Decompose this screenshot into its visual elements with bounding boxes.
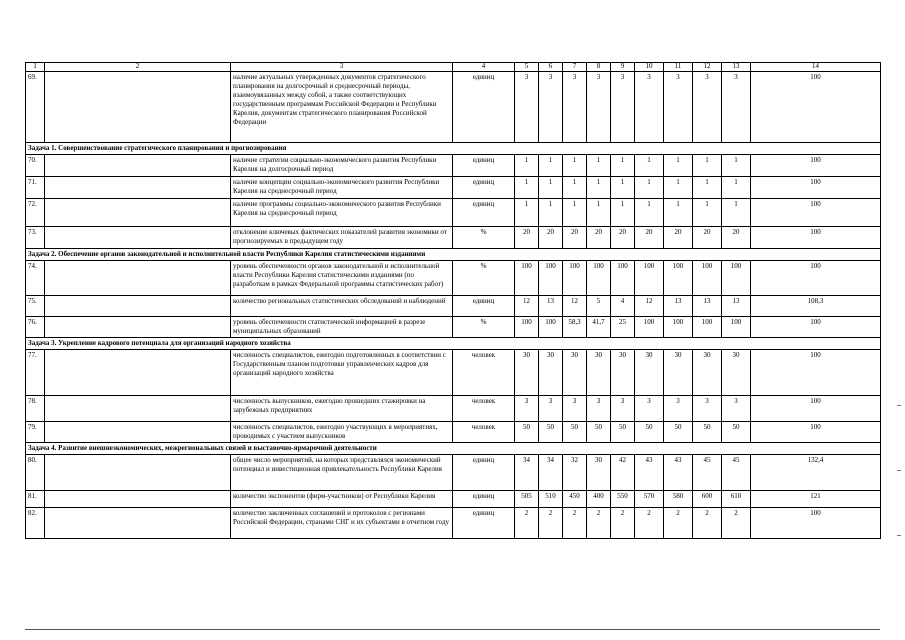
unit-cell: человек bbox=[453, 422, 515, 443]
unit-cell: единиц bbox=[453, 155, 515, 177]
value-cell: 100 bbox=[722, 317, 751, 338]
empty-cell bbox=[45, 227, 231, 249]
value-cell: 20 bbox=[515, 227, 539, 249]
value-cell: 1 bbox=[611, 155, 635, 177]
value-cell: 1 bbox=[563, 155, 587, 177]
value-cell: 3 bbox=[635, 72, 664, 143]
column-number-header: 12 bbox=[693, 63, 722, 72]
percent-cell: 100 bbox=[751, 396, 881, 422]
value-cell: 450 bbox=[563, 491, 587, 508]
value-cell: 30 bbox=[611, 350, 635, 396]
column-number-header: 1 bbox=[26, 63, 45, 72]
value-cell: 2 bbox=[563, 508, 587, 539]
value-cell: 1 bbox=[693, 155, 722, 177]
value-cell: 43 bbox=[664, 455, 693, 491]
empty-cell bbox=[45, 177, 231, 199]
table-row bbox=[26, 317, 881, 338]
value-cell: 1 bbox=[722, 155, 751, 177]
indicator-description: наличие актуальных утвержденных документов стратегического планирования на долгосрочный и среднесрочный периоды, взаимоувязанных между собой, а также соответствующих государственным программам Российской Федерации и Республики Карелия, документам стратегического планирования Российской Федерации bbox=[231, 72, 453, 143]
table-body bbox=[26, 63, 881, 539]
column-number-header: 10 bbox=[635, 63, 664, 72]
unit-cell: % bbox=[453, 227, 515, 249]
indicator-description: количество экспонентов (фирм-участников) от Республики Карелия bbox=[231, 491, 453, 508]
unit-cell: единиц bbox=[453, 455, 515, 491]
value-cell: 3 bbox=[587, 72, 611, 143]
indicator-description: количество заключенных соглашений и протоколов с регионами Российской Федерации, странами СНГ и их субъектами в отчетном году bbox=[231, 508, 453, 539]
indicator-description: уровень обеспеченности статистической информацией в разрезе муниципальных образований bbox=[231, 317, 453, 338]
column-number-header: 6 bbox=[539, 63, 563, 72]
row-number: 79. bbox=[26, 422, 45, 443]
unit-cell: единиц bbox=[453, 177, 515, 199]
value-cell: 100 bbox=[722, 261, 751, 296]
value-cell: 1 bbox=[611, 199, 635, 227]
empty-cell bbox=[45, 455, 231, 491]
value-cell: 20 bbox=[635, 227, 664, 249]
percent-cell: 121 bbox=[751, 491, 881, 508]
value-cell: 1 bbox=[587, 155, 611, 177]
value-cell: 45 bbox=[722, 455, 751, 491]
value-cell: 4 bbox=[611, 296, 635, 317]
task-section-row bbox=[26, 143, 881, 155]
value-cell: 3 bbox=[587, 396, 611, 422]
row-number: 76. bbox=[26, 317, 45, 338]
value-cell: 100 bbox=[563, 261, 587, 296]
value-cell: 5 bbox=[587, 296, 611, 317]
indicator-description: численность специалистов, ежегодно участвующих в мероприятиях, проводимых с участием выпускников bbox=[231, 422, 453, 443]
row-number: 69. bbox=[26, 72, 45, 143]
empty-cell bbox=[45, 350, 231, 396]
percent-cell: 100 bbox=[751, 155, 881, 177]
value-cell: 100 bbox=[635, 261, 664, 296]
table-row bbox=[26, 350, 881, 396]
unit-cell: единиц bbox=[453, 72, 515, 143]
indicator-description: численность специалистов, ежегодно подготовленных в соответствии с Государственным планом подготовки управленческих кадров для организаций народного хозяйства bbox=[231, 350, 453, 396]
value-cell: 100 bbox=[587, 261, 611, 296]
value-cell: 50 bbox=[539, 422, 563, 443]
indicator-description: численность выпускников, ежегодно прошедших стажировки на зарубежных предприятиях bbox=[231, 396, 453, 422]
indicators-table bbox=[25, 62, 881, 539]
value-cell: 570 bbox=[635, 491, 664, 508]
value-cell: 20 bbox=[722, 227, 751, 249]
value-cell: 1 bbox=[635, 199, 664, 227]
value-cell: 50 bbox=[587, 422, 611, 443]
value-cell: 1 bbox=[587, 177, 611, 199]
value-cell: 34 bbox=[515, 455, 539, 491]
value-cell: 13 bbox=[664, 296, 693, 317]
value-cell: 100 bbox=[611, 261, 635, 296]
value-cell: 580 bbox=[664, 491, 693, 508]
value-cell: 45 bbox=[693, 455, 722, 491]
value-cell: 3 bbox=[664, 396, 693, 422]
task-heading: Задача 3. Укрепление кадрового потенциала для организаций народного хозяйства bbox=[26, 338, 881, 350]
value-cell: 12 bbox=[635, 296, 664, 317]
value-cell: 13 bbox=[722, 296, 751, 317]
column-number-header: 7 bbox=[563, 63, 587, 72]
percent-cell: 100 bbox=[751, 317, 881, 338]
value-cell: 13 bbox=[693, 296, 722, 317]
value-cell: 50 bbox=[515, 422, 539, 443]
value-cell: 2 bbox=[611, 508, 635, 539]
value-cell: 610 bbox=[722, 491, 751, 508]
value-cell: 32 bbox=[563, 455, 587, 491]
indicator-description: количество региональных статистических обследований и наблюдений bbox=[231, 296, 453, 317]
value-cell: 3 bbox=[635, 396, 664, 422]
value-cell: 30 bbox=[587, 455, 611, 491]
value-cell: 2 bbox=[664, 508, 693, 539]
value-cell: 20 bbox=[587, 227, 611, 249]
indicator-description: наличие стратегии социально-экономического развития Республики Карелия на долгосрочный период bbox=[231, 155, 453, 177]
unit-cell: человек bbox=[453, 396, 515, 422]
table-row bbox=[26, 455, 881, 491]
value-cell: 550 bbox=[611, 491, 635, 508]
value-cell: 1 bbox=[693, 177, 722, 199]
value-cell: 43 bbox=[635, 455, 664, 491]
percent-cell: 100 bbox=[751, 72, 881, 143]
value-cell: 1 bbox=[539, 199, 563, 227]
value-cell: 1 bbox=[635, 177, 664, 199]
value-cell: 1 bbox=[664, 199, 693, 227]
value-cell: 25 bbox=[611, 317, 635, 338]
value-cell: 1 bbox=[722, 199, 751, 227]
value-cell: 3 bbox=[722, 396, 751, 422]
value-cell: 3 bbox=[664, 72, 693, 143]
empty-cell bbox=[45, 317, 231, 338]
value-cell: 2 bbox=[515, 508, 539, 539]
value-cell: 30 bbox=[587, 350, 611, 396]
unit-cell: единиц bbox=[453, 508, 515, 539]
unit-cell: % bbox=[453, 261, 515, 296]
value-cell: 3 bbox=[539, 72, 563, 143]
column-number-header: 11 bbox=[664, 63, 693, 72]
task-heading: Задача 4. Развитие внешнеэкономических, межрегиональных связей и выставочно-ярмарочной деятельности bbox=[26, 443, 881, 455]
value-cell: 3 bbox=[722, 72, 751, 143]
value-cell: 12 bbox=[515, 296, 539, 317]
task-section-row bbox=[26, 338, 881, 350]
value-cell: 2 bbox=[722, 508, 751, 539]
column-number-header: 8 bbox=[587, 63, 611, 72]
value-cell: 30 bbox=[515, 350, 539, 396]
table-row bbox=[26, 296, 881, 317]
value-cell: 2 bbox=[635, 508, 664, 539]
indicator-description: уровень обеспеченности органов законодательной и исполнительной власти Республики Карелия статистическими изданиями (по разработкам в рамках Федеральной программы статистических работ) bbox=[231, 261, 453, 296]
table-row bbox=[26, 177, 881, 199]
unit-cell: единиц bbox=[453, 199, 515, 227]
value-cell: 1 bbox=[515, 199, 539, 227]
page-bottom-rule bbox=[25, 629, 880, 630]
value-cell: 12 bbox=[563, 296, 587, 317]
value-cell: 100 bbox=[539, 261, 563, 296]
table-row bbox=[26, 508, 881, 539]
empty-cell bbox=[45, 296, 231, 317]
value-cell: 1 bbox=[587, 199, 611, 227]
value-cell: 2 bbox=[693, 508, 722, 539]
task-section-row bbox=[26, 249, 881, 261]
table-row bbox=[26, 396, 881, 422]
edge-mark bbox=[897, 405, 901, 406]
edge-mark bbox=[897, 535, 901, 536]
header-row bbox=[26, 63, 881, 72]
row-number: 75. bbox=[26, 296, 45, 317]
indicator-description: отклонение ключевых фактических показателей развития экономики от прогнозируемых в предыдущем году bbox=[231, 227, 453, 249]
value-cell: 3 bbox=[611, 396, 635, 422]
value-cell: 1 bbox=[635, 155, 664, 177]
value-cell: 30 bbox=[722, 350, 751, 396]
value-cell: 3 bbox=[515, 72, 539, 143]
value-cell: 1 bbox=[515, 177, 539, 199]
edge-mark bbox=[897, 470, 901, 471]
value-cell: 1 bbox=[693, 199, 722, 227]
value-cell: 34 bbox=[539, 455, 563, 491]
value-cell: 100 bbox=[515, 317, 539, 338]
column-number-header: 2 bbox=[45, 63, 231, 72]
column-number-header: 9 bbox=[611, 63, 635, 72]
value-cell: 50 bbox=[664, 422, 693, 443]
value-cell: 3 bbox=[563, 72, 587, 143]
column-number-header: 3 bbox=[231, 63, 453, 72]
value-cell: 100 bbox=[635, 317, 664, 338]
value-cell: 3 bbox=[563, 396, 587, 422]
value-cell: 58,3 bbox=[563, 317, 587, 338]
unit-cell: единиц bbox=[453, 491, 515, 508]
row-number: 70. bbox=[26, 155, 45, 177]
value-cell: 50 bbox=[722, 422, 751, 443]
value-cell: 1 bbox=[515, 155, 539, 177]
percent-cell: 100 bbox=[751, 422, 881, 443]
table-row bbox=[26, 491, 881, 508]
table-row bbox=[26, 261, 881, 296]
row-number: 78. bbox=[26, 396, 45, 422]
task-section-row bbox=[26, 443, 881, 455]
indicator-description: общее число мероприятий, на которых представлялся экономический потенциал и инвестиционная привлекательность Республики Карелия bbox=[231, 455, 453, 491]
value-cell: 400 bbox=[587, 491, 611, 508]
percent-cell: 100 bbox=[751, 508, 881, 539]
value-cell: 1 bbox=[664, 155, 693, 177]
empty-cell bbox=[45, 508, 231, 539]
value-cell: 1 bbox=[539, 177, 563, 199]
task-heading: Задача 2. Обеспечение органов законодательной и исполнительной власти Республики Карелия статистическими изданиями bbox=[26, 249, 881, 261]
value-cell: 505 bbox=[515, 491, 539, 508]
value-cell: 30 bbox=[539, 350, 563, 396]
row-number: 73. bbox=[26, 227, 45, 249]
value-cell: 100 bbox=[664, 317, 693, 338]
indicator-description: наличие концепции социально-экономического развития Республики Карелия на среднесрочный период bbox=[231, 177, 453, 199]
value-cell: 30 bbox=[693, 350, 722, 396]
value-cell: 30 bbox=[635, 350, 664, 396]
percent-cell: 100 bbox=[751, 227, 881, 249]
table-row bbox=[26, 155, 881, 177]
value-cell: 100 bbox=[693, 317, 722, 338]
percent-cell: 108,3 bbox=[751, 296, 881, 317]
empty-cell bbox=[45, 199, 231, 227]
value-cell: 1 bbox=[611, 177, 635, 199]
value-cell: 3 bbox=[611, 72, 635, 143]
indicator-description: наличие программы социально-экономического развития Республики Карелия на среднесрочный период bbox=[231, 199, 453, 227]
value-cell: 3 bbox=[539, 396, 563, 422]
empty-cell bbox=[45, 422, 231, 443]
empty-cell bbox=[45, 491, 231, 508]
value-cell: 50 bbox=[611, 422, 635, 443]
value-cell: 100 bbox=[693, 261, 722, 296]
table-row bbox=[26, 72, 881, 143]
percent-cell: 100 bbox=[751, 199, 881, 227]
row-number: 82. bbox=[26, 508, 45, 539]
value-cell: 1 bbox=[722, 177, 751, 199]
value-cell: 2 bbox=[587, 508, 611, 539]
value-cell: 41,7 bbox=[587, 317, 611, 338]
value-cell: 50 bbox=[635, 422, 664, 443]
value-cell: 1 bbox=[563, 177, 587, 199]
empty-cell bbox=[45, 261, 231, 296]
value-cell: 20 bbox=[563, 227, 587, 249]
value-cell: 3 bbox=[693, 396, 722, 422]
value-cell: 1 bbox=[664, 177, 693, 199]
value-cell: 2 bbox=[539, 508, 563, 539]
value-cell: 30 bbox=[664, 350, 693, 396]
value-cell: 42 bbox=[611, 455, 635, 491]
value-cell: 13 bbox=[539, 296, 563, 317]
table-row bbox=[26, 227, 881, 249]
value-cell: 30 bbox=[563, 350, 587, 396]
value-cell: 100 bbox=[539, 317, 563, 338]
task-heading: Задача 1. Совершенствование стратегического планирования и прогнозирования bbox=[26, 143, 881, 155]
value-cell: 100 bbox=[664, 261, 693, 296]
row-number: 72. bbox=[26, 199, 45, 227]
empty-cell bbox=[45, 396, 231, 422]
value-cell: 20 bbox=[611, 227, 635, 249]
row-number: 80. bbox=[26, 455, 45, 491]
unit-cell: единиц bbox=[453, 296, 515, 317]
percent-cell: 100 bbox=[751, 261, 881, 296]
value-cell: 50 bbox=[693, 422, 722, 443]
value-cell: 20 bbox=[539, 227, 563, 249]
row-number: 81. bbox=[26, 491, 45, 508]
value-cell: 1 bbox=[563, 199, 587, 227]
value-cell: 20 bbox=[664, 227, 693, 249]
value-cell: 3 bbox=[693, 72, 722, 143]
row-number: 77. bbox=[26, 350, 45, 396]
value-cell: 100 bbox=[515, 261, 539, 296]
percent-cell: 100 bbox=[751, 350, 881, 396]
value-cell: 50 bbox=[563, 422, 587, 443]
table-row bbox=[26, 422, 881, 443]
empty-cell bbox=[45, 72, 231, 143]
unit-cell: % bbox=[453, 317, 515, 338]
unit-cell: человек bbox=[453, 350, 515, 396]
column-number-header: 5 bbox=[515, 63, 539, 72]
column-number-header: 14 bbox=[751, 63, 881, 72]
value-cell: 1 bbox=[539, 155, 563, 177]
table-row bbox=[26, 199, 881, 227]
percent-cell: 132,4 bbox=[751, 455, 881, 491]
value-cell: 3 bbox=[515, 396, 539, 422]
percent-cell: 100 bbox=[751, 177, 881, 199]
value-cell: 600 bbox=[693, 491, 722, 508]
value-cell: 510 bbox=[539, 491, 563, 508]
empty-cell bbox=[45, 155, 231, 177]
row-number: 71. bbox=[26, 177, 45, 199]
column-number-header: 13 bbox=[722, 63, 751, 72]
column-number-header: 4 bbox=[453, 63, 515, 72]
row-number: 74. bbox=[26, 261, 45, 296]
value-cell: 20 bbox=[693, 227, 722, 249]
